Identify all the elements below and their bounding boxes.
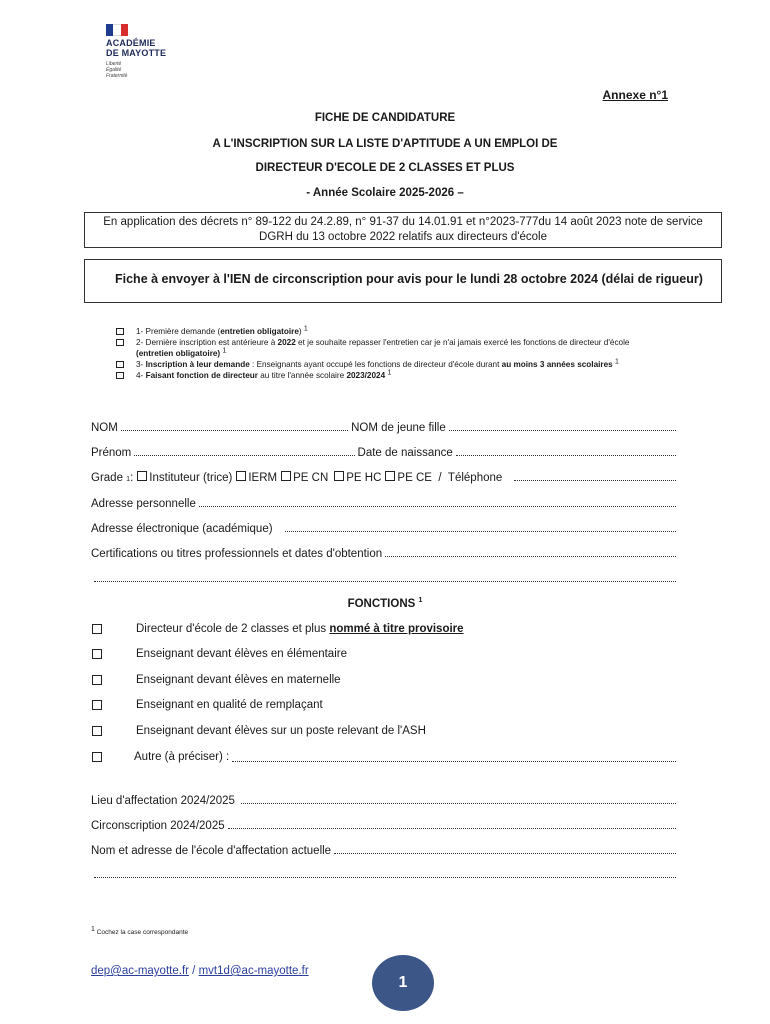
- logo-line-2: DE MAYOTTE: [106, 48, 167, 58]
- request-option-1-checkbox[interactable]: [116, 328, 124, 335]
- title-line-3: DIRECTEUR D'ECOLE DE 2 CLASSES ET PLUS: [255, 162, 515, 174]
- request-option-1-text-b: entretien obligatoire: [220, 327, 299, 336]
- ecole-input[interactable]: [334, 844, 676, 854]
- decree-box: [84, 212, 722, 248]
- grade-colon: :: [130, 472, 134, 484]
- title-line-2: A L'INSCRIPTION SUR LA LISTE D'APTITUDE A UN EMPLOI DE: [212, 138, 558, 150]
- field-row-lieu: [91, 794, 679, 807]
- fonction-option-4: [91, 699, 679, 711]
- fonction-option-6: [91, 751, 679, 763]
- field-row-nom: [91, 421, 679, 434]
- fonction-option-1-emphasis: nommé à titre provisoire: [329, 623, 464, 635]
- nom-input[interactable]: [121, 421, 348, 431]
- fonction-option-5-label: Enseignant devant élèves sur un poste relevant de l'ASH: [136, 725, 426, 737]
- footnote: [91, 925, 189, 936]
- page-number-badge: [372, 955, 434, 1011]
- grade-pe-cn-checkbox[interactable]: [281, 471, 291, 481]
- grade-pe-hc-checkbox[interactable]: [334, 471, 344, 481]
- adresse-mail-label: Adresse électronique (académique): [91, 523, 273, 535]
- field-row-adresse-mail: [91, 522, 679, 535]
- nom-label: NOM: [91, 422, 118, 434]
- field-row-ecole: [91, 844, 679, 857]
- fonction-option-1-label: Directeur d'école de 2 classes et plus: [136, 623, 327, 635]
- fonction-option-3-label: Enseignant devant élèves en maternelle: [136, 674, 341, 686]
- request-option-2: [116, 337, 716, 359]
- fonction-option-3-checkbox[interactable]: [92, 675, 102, 685]
- title-line-1: FICHE DE CANDIDATURE: [314, 112, 456, 124]
- field-row-prenom: [91, 446, 679, 459]
- request-option-3-text-c: : Enseignants ayant occupé les fonctions de directeur d'école durant: [249, 360, 502, 369]
- academy-logo: [106, 24, 170, 79]
- request-option-4-text-b: Faisant fonction de directeur: [145, 371, 258, 380]
- footnote-text: Cochez la case correspondante: [94, 929, 189, 936]
- nom-jeune-fille-input[interactable]: [449, 421, 676, 431]
- adresse-perso-label: Adresse personnelle: [91, 498, 196, 510]
- field-row-grade: Grade 1 : Instituteur (trice) IERM PE CN PE HC PE CE / Téléphone: [91, 471, 679, 484]
- email-link-dep[interactable]: dep@ac-mayotte.fr: [91, 965, 189, 977]
- field-row-adresse-perso: [91, 497, 679, 510]
- lieu-affectation-label: Lieu d'affectation 2024/2025: [91, 795, 235, 807]
- request-option-2-text-c: et je souhaite repasser l'entretien car je n'ai jamais exercé les fonctions de directeur d'école: [295, 338, 630, 347]
- prenom-label: Prénom: [91, 447, 132, 459]
- nom-jeune-fille-label: NOM de jeune fille: [351, 422, 446, 434]
- field-row-circonscription: [91, 819, 679, 832]
- telephone-label: Téléphone: [447, 472, 503, 484]
- request-option-1-text-c: ): [298, 327, 302, 336]
- fonction-option-2-checkbox[interactable]: [92, 649, 102, 659]
- request-option-1-text-a: 1- Première demande (: [136, 327, 221, 336]
- grade-pe-ce-label: PE CE: [397, 472, 432, 484]
- title-line-4: - Année Scolaire 2025-2026 –: [306, 187, 464, 199]
- decree-line-2: DGRH du 13 octobre 2022 relatifs aux directeurs d'école: [259, 231, 547, 243]
- grade-pe-ce-checkbox[interactable]: [385, 471, 395, 481]
- grade-ierm-checkbox[interactable]: [236, 471, 246, 481]
- page-number: 1: [398, 974, 408, 991]
- request-option-3: [116, 359, 716, 370]
- date-naissance-label: Date de naissance: [357, 447, 453, 459]
- fonction-option-6-label: Autre (à préciser) :: [134, 751, 230, 763]
- fonctions-title-text: FONCTIONS: [347, 598, 416, 610]
- logo-motto-3: Fraternité: [106, 73, 128, 79]
- request-option-2-text-a: 2- Dernière inscription est antérieure à: [136, 338, 278, 347]
- fonction-option-5-checkbox[interactable]: [92, 726, 102, 736]
- deadline-box: [84, 259, 722, 303]
- ecole-input-line-2[interactable]: [94, 868, 676, 878]
- request-option-3-text-a: 3-: [136, 360, 146, 369]
- field-row-certifications: [91, 547, 679, 560]
- telephone-input[interactable]: [514, 471, 676, 481]
- circonscription-input[interactable]: [228, 819, 676, 829]
- grade-pe-hc-label: PE HC: [346, 472, 382, 484]
- decree-line-1: En application des décrets n° 89-122 du 24.2.89, n° 91-37 du 14.01.91 et n°2023-777du 14 août 2023 note de service: [103, 216, 703, 228]
- certifications-input[interactable]: [385, 547, 676, 557]
- circonscription-label: Circonscription 2024/2025: [91, 820, 225, 832]
- request-option-3-checkbox[interactable]: [116, 361, 124, 368]
- contact-links: [91, 965, 309, 977]
- request-option-4-text-c: au titre l'année scolaire: [257, 371, 347, 380]
- telephone-separator: /: [438, 472, 442, 484]
- request-option-4: [116, 370, 716, 381]
- request-option-3-sup: 1: [614, 358, 619, 366]
- field-row-ecole-cont: [91, 868, 679, 878]
- deadline-text: Fiche à envoyer à l'IEN de circonscription pour avis pour le lundi 28 octobre 2024 (délai de rigueur): [115, 272, 703, 286]
- fonction-autre-input[interactable]: [232, 752, 676, 762]
- request-option-1: [116, 326, 716, 337]
- request-option-2-sup: 1: [222, 347, 227, 355]
- fonction-option-3: [91, 674, 679, 686]
- logo-line-1: ACADÉMIE: [106, 38, 156, 48]
- grade-instituteur-label: Instituteur (trice): [149, 472, 233, 484]
- adresse-mail-input[interactable]: [285, 522, 676, 532]
- logo-motto-2: Égalité: [106, 67, 122, 73]
- request-option-4-checkbox[interactable]: [116, 372, 124, 379]
- fonction-option-5: [91, 725, 679, 737]
- fonctions-sup: 1: [418, 597, 423, 605]
- grade-instituteur-checkbox[interactable]: [137, 471, 147, 481]
- request-option-4-text-a: 4-: [136, 371, 146, 380]
- certifications-input-line-2[interactable]: [94, 572, 676, 582]
- email-separator: /: [188, 965, 199, 977]
- ecole-label: Nom et adresse de l'école d'affectation actuelle: [91, 845, 332, 857]
- grade-label: Grade: [91, 472, 123, 484]
- grade-pe-cn-label: PE CN: [293, 472, 329, 484]
- email-link-mvt1d[interactable]: mvt1d@ac-mayotte.fr: [198, 965, 309, 977]
- date-naissance-input[interactable]: [456, 446, 676, 456]
- request-option-2-text-d: (entretien obligatoire): [136, 349, 221, 358]
- request-option-4-sup: 1: [387, 369, 392, 377]
- request-option-3-text-b: Inscription à leur demande: [145, 360, 250, 369]
- request-option-4-text-d: 2023/2024: [346, 371, 386, 380]
- fonctions-title: [0, 598, 770, 610]
- request-type-options: [116, 326, 716, 381]
- marianne-flag-icon: [106, 24, 128, 36]
- fonction-option-2-label: Enseignant devant élèves en élémentaire: [136, 648, 347, 660]
- request-option-2-text-b: 2022: [277, 338, 296, 347]
- logo-motto-1: Liberté: [106, 61, 122, 67]
- certifications-label: Certifications ou titres professionnels et dates d'obtention: [91, 548, 383, 560]
- request-option-1-sup: 1: [303, 325, 308, 333]
- annexe-label: Annexe n°1: [602, 88, 668, 102]
- lieu-affectation-input[interactable]: [241, 794, 676, 804]
- fonction-option-4-checkbox[interactable]: [92, 700, 102, 710]
- grade-ierm-label: IERM: [248, 472, 278, 484]
- prenom-input[interactable]: [134, 446, 354, 456]
- footnote-sup: 1: [91, 925, 95, 933]
- fonction-option-4-label: Enseignant en qualité de remplaçant: [136, 699, 323, 711]
- fonction-option-2: [91, 648, 679, 660]
- request-option-2-checkbox[interactable]: [116, 339, 124, 346]
- fonction-option-1-checkbox[interactable]: [92, 624, 102, 634]
- field-row-certifications-cont: [91, 572, 679, 582]
- fonction-option-1: [91, 623, 679, 635]
- adresse-perso-input[interactable]: [199, 497, 676, 507]
- request-option-3-text-d: au moins 3 années scolaires: [501, 360, 613, 369]
- fonction-option-6-checkbox[interactable]: [92, 752, 102, 762]
